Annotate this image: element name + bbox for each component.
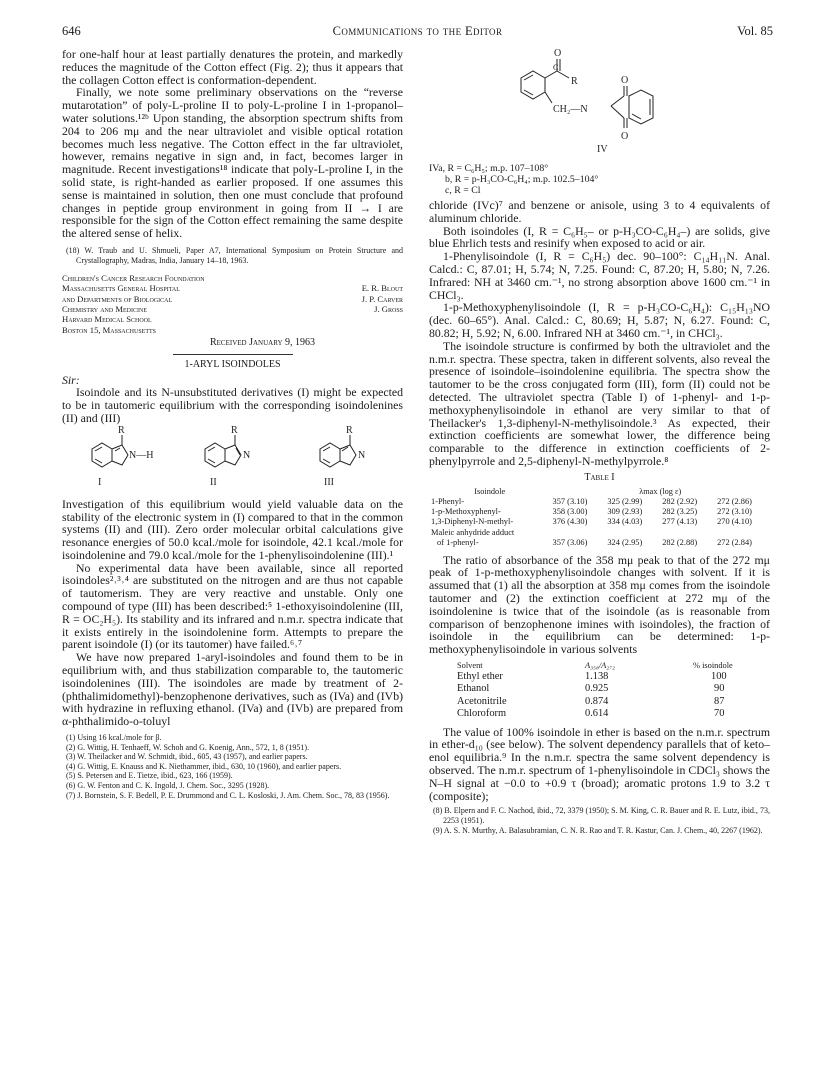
affil-left: Boston 15, Massachusetts <box>62 324 156 335</box>
running-header <box>62 24 773 42</box>
table-cell: 0.925 <box>585 683 609 695</box>
table-cell: 1-Phenyl- <box>431 496 465 506</box>
table-cell: 270 (4.10) <box>717 517 752 527</box>
legend-line: IVa, R = C₆H₅; m.p. 107–108° <box>429 163 549 174</box>
table-cell: 1.138 <box>585 670 609 682</box>
table-cell: 357 (3.06) <box>552 538 588 548</box>
footnote-6: (6) G. W. Fenton and C. K. Ingold, J. Chem. Soc., 3295 (1928). <box>66 781 270 791</box>
table-row <box>429 507 770 517</box>
table-cell: 272 (2.86) <box>717 496 752 506</box>
substituent-r: R <box>118 424 125 436</box>
table-row <box>429 517 770 527</box>
benzene-ring-i <box>92 443 112 467</box>
paragraph: No experimental data have been available, since all reported isoindoles²˒³˒⁴ are substituted on the nitrogen and are thus not capable of tautomerism. They are very reactive and unstable. Only one compound of type (III) has been described:⁵ 1-ethoxyisoindolenine (III, R = OC₂H₅). Its stability and its infrared and n.m.r. spectra indicate that it exists entirely in the isoindolenine form. Attempts to prepare the parent isoindole (I) (or its tautomer) have failed.⁶˒⁷ <box>62 560 403 652</box>
author-name: J. Gross <box>374 304 403 315</box>
table-cell: 282 (2.92) <box>662 496 698 506</box>
table-cell: 277 (4.13) <box>662 517 698 527</box>
structure-label-iii: III <box>324 476 334 488</box>
carbon-label: C <box>553 63 559 72</box>
affil-left: Children's Cancer Research Foundation <box>62 273 205 284</box>
right-column <box>429 48 770 835</box>
table-cell: 100 <box>711 670 727 682</box>
carbonyl-o: O <box>554 48 562 59</box>
table-cell: Acetonitrile <box>457 695 507 707</box>
legend-line: c, R = Cl <box>445 185 481 196</box>
footnote-4: (4) G. Wittig, E. Knauss and K. Niethammer, ibid., 630, 10 (1960), and earlier papers. <box>66 761 342 771</box>
isoindole-tautomer-structures <box>62 425 403 493</box>
table-cell: 309 (2.93) <box>607 506 643 516</box>
table-row <box>429 528 770 538</box>
paragraph: chloride (IVc)⁷ and benzene or anisole, using 3 to 4 equivalents of aluminum chloride. <box>429 198 770 225</box>
footnote-18: (18) W. Traub and U. Shmueli, Paper A7, International Symposium on Protein Structure and Crystallography, Madras, India, January 14–18, 1963. <box>66 245 403 265</box>
running-title: Communications to the Editor <box>332 24 503 38</box>
table-cell: 90 <box>714 683 725 695</box>
table-row <box>453 708 737 720</box>
salutation: Sir: <box>62 372 80 387</box>
affil-left: Chemistry and Medicine <box>62 304 148 315</box>
column-header: λmax (log ε) <box>639 486 682 496</box>
affil-left: Harvard Medical School <box>62 314 152 325</box>
table-cell: 358 (3.00) <box>552 506 588 516</box>
benzene-ring-iii <box>320 443 340 467</box>
imide-o-top: O <box>621 75 629 86</box>
affil-row <box>62 325 403 335</box>
footnote-9: (9) A. S. N. Murthy, A. Balasubramian, C. N. R. Rao and T. R. Kastur, Can. J. Chem., 40, 2267 (1962). <box>433 825 763 835</box>
structure-label-i: I <box>98 476 102 488</box>
footnotes <box>62 733 403 800</box>
pyrrole-ring-iii <box>340 445 356 465</box>
column-header: Isoindole <box>474 486 506 496</box>
received-date: Received January 9, 1963 <box>209 336 316 348</box>
paragraph: Isoindole and its N-unsubstituted derivatives (I) might be expected to be in tautomeric equilibrium with the corresponding isoindolenines (II) and (III) <box>62 385 403 425</box>
footnote <box>62 246 403 265</box>
table-row <box>453 671 737 683</box>
n-label: N <box>358 449 366 461</box>
substituent-r: R <box>346 424 353 436</box>
table-cell: Chloroform <box>457 708 507 720</box>
paragraph: The isoindole structure is confirmed by both the ultraviolet and the n.m.r. spectra. These spectra, taken in different solvents, also reveal the presence of isoindole–isoindolenine equilibria. The spectra show the tautomer to be the cross conjugated form (III), form (II) could not be detected. The ultraviolet spectra (Table I) of 1-phenyl- and 1-p-methoxyphenylisoindole in ethanol are very similar to that of Theilacker's 1,3-diphenyl-N-methylisoindole.³ As expected, their extinction coefficients are somewhat lower, the difference being comparable to the difference in extinction coefficients of 2-phenylpyrrole and 2,5-diphenyl-N-methylpyrrole.⁸ <box>429 338 770 468</box>
table-cell: Ethyl ether <box>457 670 503 682</box>
volume-label: Vol. 85 <box>737 24 773 38</box>
affil-row <box>62 273 403 283</box>
footnote-2: (2) G. Wittig, H. Tenhaeff, W. Schoh and G. Koenig, Ann., 572, 1, 8 (1951). <box>66 742 310 752</box>
divider <box>173 354 293 355</box>
table-cell: 325 (2.99) <box>607 496 643 506</box>
ch2n-label: CH₂—N <box>553 104 588 115</box>
substituent-r: R <box>231 424 238 436</box>
article-title: 1-ARYL ISOINDOLES <box>184 358 281 370</box>
paragraph: The value of 100% isoindole in ether is based on the n.m.r. spectrum in ether-d₁₀ (see below). The solvent dependency parallels that of keto–enol equilibria.⁹ In the n.m.r. spectra the same solvent dependency is observed. The n.m.r. spectrum of 1-phenylisoindole in CDCl₃ shows the N–H signal at −0.0 to +0.9 τ (broad); aromatic protons 1.9 to 3.2 τ (composite); <box>429 724 770 803</box>
table-cell: 282 (2.88) <box>662 538 698 548</box>
page-number: 646 <box>62 24 81 38</box>
author-name: J. P. Carver <box>361 293 403 304</box>
affil-left: Massachusetts General Hospital <box>62 283 180 294</box>
table-cell: 334 (4.03) <box>607 517 643 527</box>
affil-left: and Departments of Biological <box>62 293 173 304</box>
footnote-7: (7) J. Bornstein, S. F. Bedell, P. E. Drummond and C. L. Kosloski, J. Am. Chem. Soc., 78, 83 (1956). <box>66 790 390 800</box>
n-label: N <box>243 449 251 461</box>
table-cell: of 1-phenyl- <box>437 538 479 548</box>
affil-row <box>62 283 403 293</box>
substituent-r: R <box>571 76 578 87</box>
affil-row <box>62 314 403 324</box>
table-uv-spectra <box>429 486 770 549</box>
table-cell: 1-p-Methoxyphenyl- <box>431 506 501 516</box>
paragraph: Finally, we note some preliminary observations on the “reverse mutarotation” of poly-L-proline II to poly-L-proline I in 1-propanol–water solutions.¹²ᵇ Upon standing, the absorption spectrum shifts from 204 to 206 mμ and the near ultraviolet and visible optical rotation becomes much less negative. The Cotton effect in the far ultraviolet, however, remains negative in sign and, in fact, becomes larger in magnitude. Recent investigations¹⁸ indicate that poly-L-proline I, in the solid state, is right-handed as earlier proposed. If one assumes this sense is maintained in solution, then one must conclude that profound changes in peptide group environment in going from II → I are responsible for the sign of the Cotton effect remaining the same despite the altered sense of helix. <box>62 85 403 241</box>
footnote-3: (3) W. Theilacker and W. Schmidt, ibid., 605, 43 (1957), and earlier papers. <box>66 752 308 762</box>
paragraph: We have now prepared 1-aryl-isoindoles and found them to be in equilibrium with, and thus stabilization comparable to, the tautomeric isoindolenines (III). The isoindoles are made by treatment of 2-(phthalimidomethyl)-benzophenone derivatives, such as (IVa) and (IVb) with hydrazine in refluxing ethanol. (IVa) and (IVb) are prepared from α-phthalimido-o-toluyl <box>62 650 404 729</box>
paragraph: 1-p-Methoxyphenylisoindole (I, R = p-H₃CO-C₆H₄): C₁₅H₁₃NO (dec. 60–65°). Anal. Calcd.: C, 80.69; H, 5.87; N, 6.27. Found: C, 80.82; H, 5.92; N, 6.00. Infrared NH at 3460 cm.⁻¹, in CHCl₃. <box>429 300 770 340</box>
table-cell: 0.614 <box>585 708 609 720</box>
legend-line: b, R = p-H₃CO-C₆H₄; m.p. 102.5–104° <box>445 174 599 185</box>
table-header-row <box>453 660 737 671</box>
table-cell: 70 <box>714 708 725 720</box>
footnote-5: (5) S. Petersen and E. Tietze, ibid., 623, 166 (1959). <box>66 771 233 781</box>
structure-iv <box>429 48 770 158</box>
affil-row <box>62 304 403 314</box>
table-row <box>453 696 737 708</box>
table-cell: Maleic anhydride adduct <box>431 527 515 537</box>
paragraph: for one-half hour at least partially denatures the protein, and markedly reduces the magnitude of the Cotton effect (Fig. 2); thus it appears that the collagen Cotton effect is conformation-dependent. <box>62 47 403 87</box>
table-cell: 376 (4.30) <box>552 517 588 527</box>
table-row <box>429 538 770 548</box>
table-cell: 0.874 <box>585 695 609 707</box>
table-row <box>429 497 770 507</box>
column-header: Solvent <box>457 660 483 670</box>
affil-row <box>62 294 403 304</box>
author-affiliation <box>62 273 403 335</box>
benzene-ring-ii <box>205 443 225 467</box>
table-header-row <box>429 486 770 497</box>
table-caption: Table I <box>584 471 615 483</box>
imide-o-bottom: O <box>621 131 629 142</box>
paragraph: The ratio of absorbance of the 358 mμ peak to that of the 272 mμ peak of 1-p-methoxyphenylisoindole changes with solvent. If it is assumed that (1) all the absorption at 358 mμ comes from the isoindole tautomer and (2) the extinction coefficient at 272 mμ of the isoindolenine is twice that of the isoindole (as is reasonable from comparison of benzophenone imines with isoindoles), the fraction of isoindole in the equilibrium can be determined: 1-p-methoxyphenylisoindole in various solvents <box>429 552 770 657</box>
footnote-8: (8) B. Elpern and F. C. Nachod, ibid., 72, 3379 (1950); S. M. King, C. R. Bauer and R. E. Lutz, ibid., 73, 2253 (1951). <box>433 806 770 825</box>
table-cell: 1,3-Diphenyl-N-methyl- <box>431 517 514 527</box>
structure-label-iv: IV <box>597 144 608 155</box>
table-cell: 272 (2.84) <box>717 538 752 548</box>
author-name: E. R. Blout <box>361 283 403 294</box>
iv-legend <box>429 163 770 196</box>
table-cell: 282 (3.25) <box>662 506 698 516</box>
table-cell: 272 (3.10) <box>717 506 752 516</box>
pyrrole-ring-ii <box>225 445 241 465</box>
paragraph: Investigation of this equilibrium would yield valuable data on the stability of the electronic system in (I) compared to that in the common systems (II) and (III). Zero order molecular orbital calculations give resonance energies of 50.0 kcal./mole for isoindole, 42.1 kcal./mole for isoindolenine and 79.0 kcal./mole for the 1-phenylisoindolenine (III).¹ <box>62 496 403 562</box>
table-cell: 324 (2.95) <box>607 538 643 548</box>
column-header: A₃₅₈/A₂₇₂ <box>585 660 616 670</box>
table-cell: Ethanol <box>457 683 490 695</box>
column-header: % isoindole <box>693 660 733 670</box>
footnotes <box>429 806 770 835</box>
table-row <box>453 683 737 695</box>
footnote-1: (1) Using 16 kcal./mole for β. <box>66 733 162 743</box>
table-cell: 87 <box>714 695 725 707</box>
table-solvent-equilibrium <box>453 660 737 721</box>
paragraph: 1-Phenylisoindole (I, R = C₆H₅) dec. 90–100°: C₁₄H₁₁N. Anal. Calcd.: C, 87.01; H, 5.74; N, 7.25. Found: C, 87.20; H, 5.80; N, 7.26. Infrared: NH at 3460 cm.⁻¹, no strong absorption above 1600 cm.⁻¹ in CHCl₃. <box>429 249 770 302</box>
paragraph: Both isoindoles (I, R = C₆H₅– or p-H₃CO-C₆H₄–) are solids, give blue Ehrlich tests and resinify when exposed to acid or air. <box>429 223 770 251</box>
left-column <box>62 48 403 800</box>
table-cell: 357 (3.10) <box>552 496 588 506</box>
nh-label: N—H <box>129 449 154 461</box>
structure-label-ii: II <box>210 476 217 488</box>
